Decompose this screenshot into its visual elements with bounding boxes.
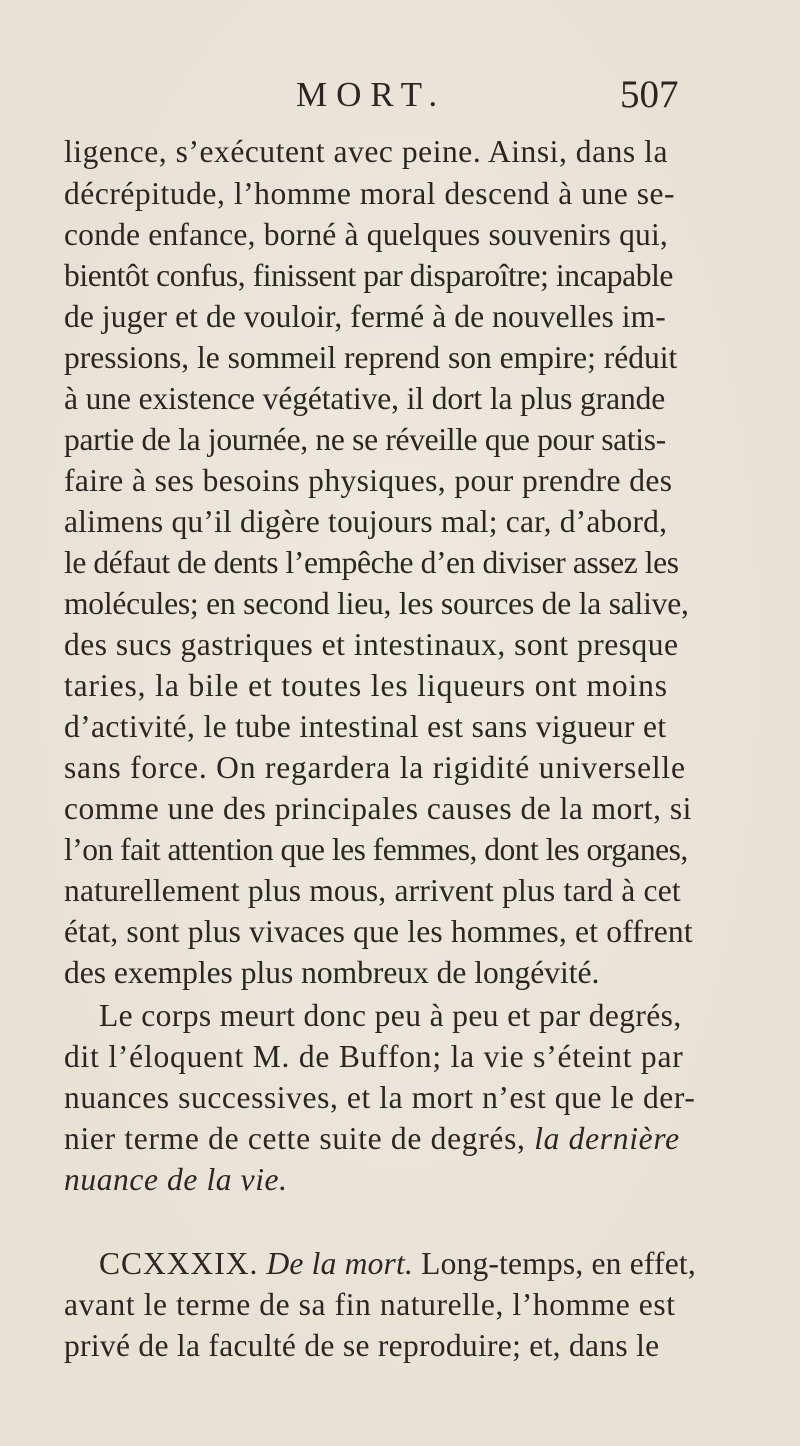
- text-line: des sucs gastriques et intestinaux, sont presque: [64, 627, 679, 662]
- text-line: faire à ses besoins physiques, pour prendre des: [64, 463, 673, 498]
- text-line: d’activité, le tube intestinal est sans vigueur et: [64, 709, 667, 744]
- section-heading-line: [99, 1244, 696, 1284]
- text-line: pressions, le sommeil reprend son empire; réduit: [64, 340, 678, 375]
- text-span: Long-temps, en effet,: [421, 1246, 696, 1281]
- text-line: à une existence végétative, il dort la plus grande: [64, 381, 666, 416]
- text-line: partie de la journée, ne se réveille que pour satis-: [64, 422, 666, 457]
- page-header: [0, 75, 800, 123]
- text-line: des exemples plus nombreux de longévité.: [64, 955, 600, 990]
- text-line: ligence, s’exécutent avec peine. Ainsi, dans la: [64, 134, 669, 169]
- text-span: nier terme de cette suite de degrés,: [64, 1121, 535, 1156]
- section-number: CCXXXIX.: [99, 1246, 259, 1281]
- italic-span: la dernière: [534, 1121, 680, 1156]
- text-line: privé de la faculté de se reproduire; et, dans le: [64, 1328, 660, 1363]
- text-line: décrépitude, l’homme moral descend à une se-: [64, 176, 676, 211]
- running-head: MORT.: [296, 75, 447, 114]
- text-line: molécules; en second lieu, les sources de la salive,: [64, 586, 689, 621]
- text-line: de juger et de vouloir, fermé à de nouvelles im-: [64, 299, 666, 334]
- text-line: taries, la bile et toutes les liqueurs ont moins: [64, 668, 668, 703]
- text-line: nuances successives, et la mort n’est que le der-: [64, 1080, 696, 1115]
- text-line: dit l’éloquent M. de Buffon; la vie s’éteint par: [64, 1039, 684, 1074]
- text-line: comme une des principales causes de la mort, si: [64, 791, 692, 826]
- text-line: [64, 1119, 680, 1159]
- text-line: nuance de la vie.: [64, 1162, 288, 1197]
- text-line: l’on fait attention que les femmes, dont les organes,: [64, 832, 688, 867]
- page-number: 507: [620, 73, 679, 116]
- section-title: De la mort.: [266, 1246, 414, 1281]
- text-line: avant le terme de sa fin naturelle, l’homme est: [64, 1287, 676, 1322]
- text-line: naturellement plus mous, arrivent plus tard à cet: [64, 873, 681, 908]
- text-line: Le corps meurt donc peu à peu et par degrés,: [99, 998, 682, 1033]
- text-line: bientôt confus, finissent par disparoître; incapable: [64, 258, 674, 293]
- text-line: alimens qu’il digère toujours mal; car, d’abord,: [64, 504, 668, 539]
- text-line: conde enfance, borné à quelques souvenirs qui,: [64, 217, 668, 252]
- text-line: sans force. On regardera la rigidité universelle: [64, 750, 686, 785]
- text-line: le défaut de dents l’empêche d’en diviser assez les: [64, 545, 679, 580]
- text-line: état, sont plus vivaces que les hommes, et offrent: [64, 914, 693, 949]
